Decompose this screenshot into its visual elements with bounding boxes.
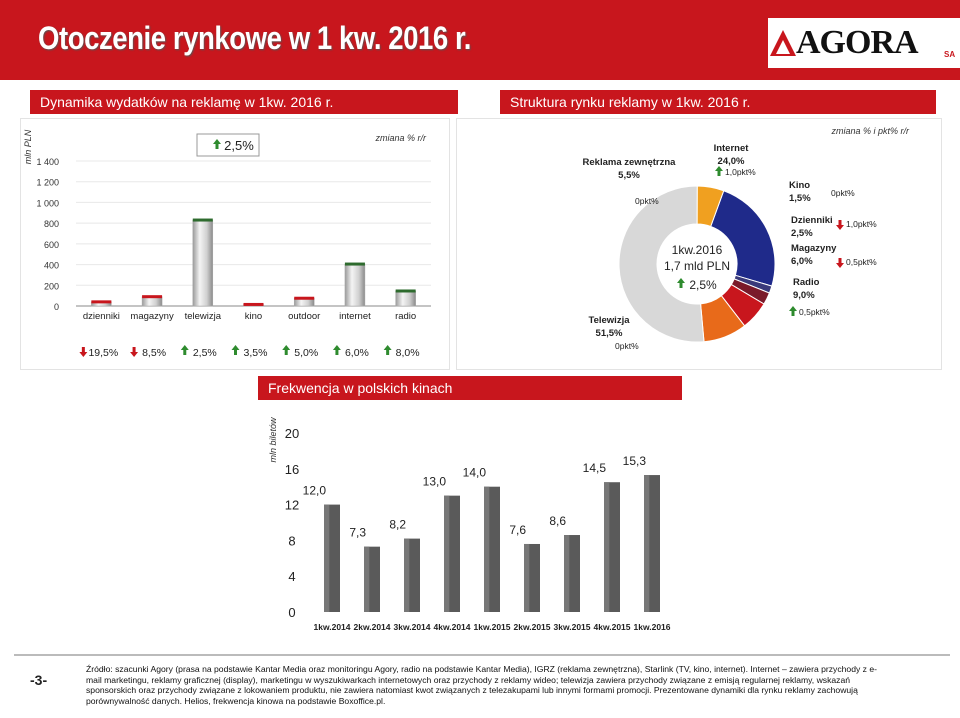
- panel3-header: Frekwencja w polskich kinach: [258, 376, 682, 400]
- category-label: kino: [244, 311, 263, 322]
- logo-text: AGORA: [796, 24, 918, 61]
- y-tick-label: 0: [53, 302, 59, 312]
- logo: [768, 18, 960, 68]
- bar-highlight: [564, 535, 569, 612]
- category-label: 1kw.2016: [633, 622, 671, 632]
- data-label: 15,3: [622, 454, 646, 469]
- category-label: 2kw.2014: [353, 622, 391, 632]
- bar-highlight: [444, 496, 449, 612]
- footer-divider: [14, 654, 950, 656]
- bar-highlight: [484, 487, 489, 612]
- segment-change: 0pkt%: [831, 188, 855, 198]
- change-value: 8,5%: [142, 347, 167, 359]
- y-tick-label: 400: [43, 260, 59, 271]
- y-tick-label: 4: [288, 569, 296, 585]
- category-label: 4kw.2015: [593, 622, 631, 632]
- panel2: [456, 118, 942, 370]
- category-label: outdoor: [288, 311, 321, 322]
- segment-share: 1,5%: [789, 193, 811, 204]
- bar-cap: [294, 297, 314, 300]
- title-banner: [0, 0, 960, 80]
- segment-share: 2,5%: [791, 228, 813, 239]
- logo-suffix: SA: [944, 50, 956, 59]
- change-label: zmiana % r/r: [375, 133, 426, 143]
- segment-change: 0,5pkt%: [799, 307, 830, 317]
- category-label: 2kw.2015: [513, 622, 551, 632]
- market-structure-chart: [457, 119, 941, 369]
- y-tick-label: 1 200: [36, 177, 59, 188]
- bar-cap: [142, 295, 162, 298]
- bar-highlight: [644, 475, 649, 612]
- change-value: 2,5%: [192, 347, 217, 359]
- agora-logo-mark-icon: [768, 28, 798, 58]
- segment-change: 1,0pkt%: [725, 167, 756, 177]
- bar-cap: [193, 219, 213, 222]
- panel3: [264, 400, 680, 640]
- category-label: 4kw.2014: [433, 622, 471, 632]
- category-label: telewizja: [184, 311, 222, 322]
- segment-name: Magazyny: [791, 243, 837, 254]
- category-label: magazyny: [130, 311, 174, 322]
- bar-highlight: [324, 505, 329, 612]
- panel2-header: Struktura rynku reklamy w 1kw. 2016 r.: [500, 90, 936, 114]
- bar: [193, 220, 213, 306]
- bar-highlight: [404, 539, 409, 612]
- change-value: 8,0%: [395, 347, 420, 359]
- category-label: 3kw.2014: [393, 622, 431, 632]
- category-label: dzienniki: [82, 311, 120, 322]
- data-label: 7,6: [509, 522, 526, 537]
- segment-name: Reklama zewnętrzna: [582, 157, 676, 168]
- change-value: 6,0%: [344, 347, 369, 359]
- segment-share: 5,5%: [618, 170, 640, 181]
- center-period: 1kw.2016: [671, 243, 723, 257]
- segment-share: 51,5%: [595, 328, 623, 339]
- arrow-up-icon: [232, 345, 240, 355]
- category-label: radio: [395, 311, 417, 322]
- arrow-down-icon: [836, 258, 844, 268]
- bar: [396, 291, 416, 306]
- total-change-value: 2,5%: [224, 138, 254, 153]
- data-label: 13,0: [422, 474, 446, 489]
- segment-share: 9,0%: [793, 290, 815, 301]
- ad-spend-chart: [21, 119, 449, 369]
- bar-highlight: [364, 547, 369, 612]
- footer: [0, 654, 960, 718]
- data-label: 8,2: [389, 517, 406, 532]
- change-value: 5,0%: [294, 347, 319, 359]
- y-tick-label: 200: [43, 281, 59, 292]
- center-total: 1,7 mld PLN: [663, 259, 731, 273]
- category-label: 1kw.2015: [473, 622, 511, 632]
- segment-change: 0pkt%: [635, 196, 659, 206]
- arrow-up-icon: [282, 345, 290, 355]
- arrow-down-icon: [130, 347, 138, 357]
- unit-label: mln biletów: [268, 417, 278, 463]
- y-tick-label: 1 400: [36, 157, 59, 167]
- change-label: zmiana % i pkt% r/r: [831, 126, 909, 136]
- bar: [345, 264, 365, 306]
- data-label: 14,5: [582, 461, 606, 476]
- y-tick-label: 8: [288, 533, 296, 549]
- page-number: -3-: [30, 672, 48, 688]
- unit-label: mln PLN: [23, 129, 33, 165]
- y-tick-label: 600: [43, 239, 59, 250]
- change-value: 19,5%: [88, 347, 119, 359]
- center-change-arrow-icon: [677, 278, 685, 288]
- data-label: 7,3: [349, 525, 366, 540]
- change-value: 3,5%: [243, 347, 268, 359]
- arrow-up-icon: [715, 166, 723, 176]
- source-note: Źródło: szacunki Agory (prasa na podstawie Kantar Media oraz monitoringu Agory, radio na podstawie Kantar Media), IGRZ (reklama zewnętrzna), Starlink (TV, kino, internet). Internet – zawiera przychody z e-mail marketingu, reklamy graficznej (display), marketingu w wyszukiwarkach internetowych oraz przychody z reklamy wideo; telewizja zawiera przychody związane z emisją regularnej reklamy, wskazań sponsorskich oraz przychody związane z lokowaniem produktu, nie zawiera natomiast kwot związanych z telezakupami lub innymi formami promocji. Prezentowane dynamiki dla rynku reklamy zachowują porównywalność danych. Helios, frekwencja kinowa na podstawie Boxoffice.pl.: [86, 664, 877, 706]
- segment-change: 1,0pkt%: [846, 219, 877, 229]
- y-tick-label: 1 000: [36, 198, 59, 209]
- segment-change: 0,5pkt%: [846, 257, 877, 267]
- slide-title: Otoczenie rynkowe w 1 kw. 2016 r.: [38, 20, 471, 56]
- segment-name: Telewizja: [588, 315, 630, 326]
- arrow-up-icon: [789, 306, 797, 316]
- y-tick-label: 800: [43, 219, 59, 230]
- data-label: 14,0: [462, 465, 486, 480]
- arrow-up-icon: [333, 345, 341, 355]
- segment-name: Internet: [713, 143, 749, 154]
- segment-change: 0pkt%: [615, 341, 639, 351]
- bar-cap: [244, 303, 264, 306]
- arrow-down-icon: [79, 347, 87, 357]
- y-tick-label: 16: [284, 461, 300, 477]
- bar-highlight: [524, 544, 529, 612]
- y-tick-label: 20: [284, 426, 300, 441]
- panel1-header: Dynamika wydatków na reklamę w 1kw. 2016 r.: [30, 90, 458, 114]
- category-label: internet: [339, 311, 371, 322]
- segment-name: Kino: [789, 180, 811, 191]
- data-label: 12,0: [302, 483, 326, 498]
- segment-name: Radio: [793, 277, 820, 288]
- y-tick-label: 0: [288, 605, 296, 620]
- bar-cap: [396, 289, 416, 292]
- bar-highlight: [604, 482, 609, 612]
- arrow-down-icon: [836, 220, 844, 230]
- bar-cap: [345, 263, 365, 266]
- category-label: 3kw.2015: [553, 622, 591, 632]
- arrow-up-icon: [181, 345, 189, 355]
- category-label: 1kw.2014: [313, 622, 351, 632]
- arrow-up-icon: [384, 345, 392, 355]
- segment-name: Dzienniki: [791, 215, 833, 226]
- segment-share: 24,0%: [717, 156, 745, 167]
- cinema-attendance-chart: [264, 400, 680, 640]
- data-label: 8,6: [549, 514, 566, 529]
- y-tick-label: 12: [284, 497, 300, 513]
- segment-share: 6,0%: [791, 256, 813, 267]
- panel1: [20, 118, 450, 370]
- center-change: 2,5%: [689, 278, 717, 292]
- bar-cap: [91, 300, 111, 303]
